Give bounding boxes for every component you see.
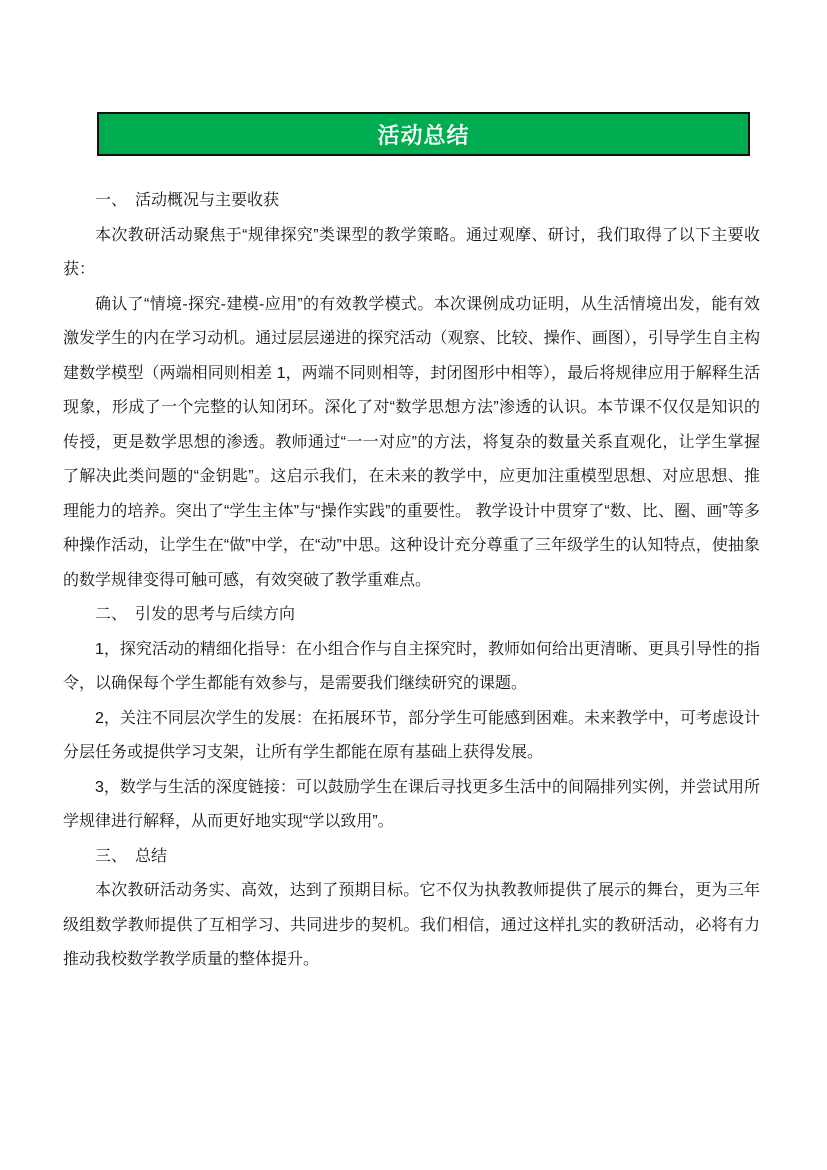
paragraph: 3，数学与生活的深度链接：可以鼓励学生在课后寻找更多生活中的间隔排列实例，并尝试用所学规律进行解释，从而更好地实现“学以致用”。 bbox=[63, 778, 760, 830]
paragraph: 1，探究活动的精细化指导：在小组合作与自主探究时，教师如何给出更清晰、更具引导性的指令，以确保每个学生都能有效参与，是需要我们继续研究的课题。 bbox=[63, 640, 760, 692]
paragraph: 确认了“情境-探究-建模-应用”的有效教学模式。本次课例成功证明，从生活情境出发，能有效激发学生的内在学习动机。通过层层递进的探究活动（观察、比较、操作、画图），引导学生自主构建数学模型（两端相同则相差 1，两端不同则相等，封闭图形中相等），最后将规律应用于解释生活现象，形成了一个完整的认知闭环。深化了对“数学思想方法”渗透的认识。本节课不仅仅是知识的传授，更是数学思想的渗透。教师通过“一一对应”的方法，将复杂的数量关系直观化，让学生掌握了解决此类问题的“金钥匙”。这启示我们，在未来的教学中，应更加注重模型思想、对应思想、推理能力的培养。突出了“学生主体”与“操作实践”的重要性。 教学设计中贯穿了“数、比、圈、画”等多种操作活动，让学生在“做”中学，在“动”中思。这种设计充分尊重了三年级学生的认知特点，使抽象的数学规律变得可触可感，有效突破了教学重难点。 bbox=[63, 295, 760, 589]
paragraph: 2，关注不同层次学生的发展：在拓展环节，部分学生可能感到困难。未来教学中，可考虑设计分层任务或提供学习支架，让所有学生都能在原有基础上获得发展。 bbox=[63, 709, 760, 761]
paragraph: 本次教研活动聚焦于“规律探究”类课型的教学策略。通过观摩、研讨，我们取得了以下主要收获： bbox=[63, 226, 760, 278]
document-body bbox=[63, 184, 760, 978]
section-heading-summary: 三、 总结 bbox=[95, 847, 168, 865]
title-banner bbox=[97, 112, 750, 156]
paragraph: 本次教研活动务实、高效，达到了预期目标。它不仅为执教教师提供了展示的舞台，更为三年级组数学教师提供了互相学习、共同进步的契机。我们相信，通过这样扎实的教研活动，必将有力推动我校数学教学质量的整体提升。 bbox=[63, 882, 760, 968]
section-heading-overview: 一、 活动概况与主要收获 bbox=[95, 192, 280, 209]
section-heading-reflections: 二、 引发的思考与后续方向 bbox=[95, 606, 296, 623]
document-title: 活动总结 bbox=[377, 122, 470, 148]
